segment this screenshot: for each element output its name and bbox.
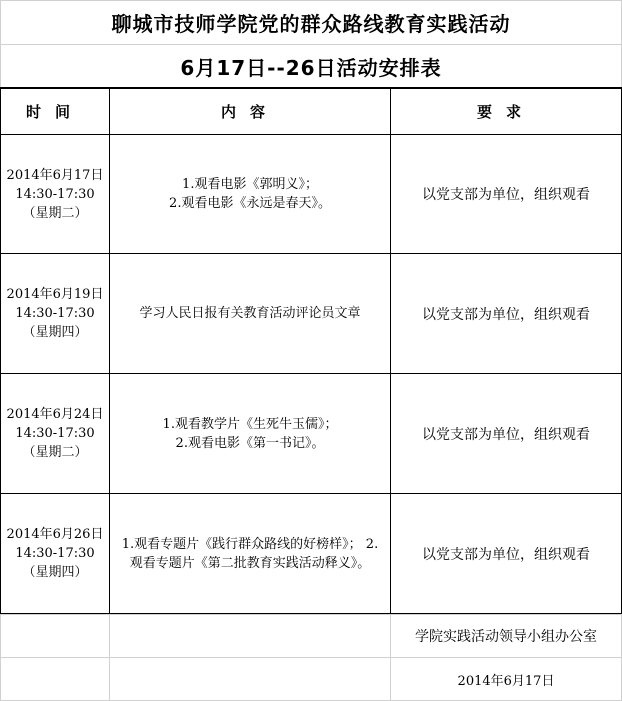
table-row-time — [1, 135, 109, 253]
row-weekday: （星期二） — [22, 445, 88, 460]
row-date: 2014年6月26日 — [6, 527, 104, 542]
header-requirement: 要求 — [476, 103, 535, 121]
row-hours: 14:30-17:30 — [15, 426, 95, 441]
header-content: 内容 — [220, 103, 279, 121]
row-content: 1.观看电影《郭明义》； 2.观看电影《永远是春天》。 — [169, 177, 331, 211]
row-content: 1.观看教学片《生死牛玉儒》； 2.观看电影《第一书记》。 — [162, 416, 338, 451]
grid-line — [109, 614, 110, 701]
table-row-time — [1, 494, 109, 613]
row-requirement: 以党支部为单位，组织观看 — [422, 306, 590, 323]
page-title: 聊城市技师学院党的群众路线教育实践活动 — [111, 12, 511, 36]
row-requirement: 以党支部为单位，组织观看 — [422, 546, 590, 563]
row-date: 2014年6月24日 — [6, 407, 104, 422]
row-date: 2014年6月17日 — [6, 167, 104, 183]
row-content: 学习人民日报有关教育活动评论员文章 — [139, 306, 361, 321]
row-weekday: （星期四） — [22, 565, 88, 580]
table-border-bottom — [0, 613, 622, 614]
row-date: 2014年6月19日 — [6, 287, 104, 302]
table-row-time — [1, 374, 109, 493]
row-hours: 14:30-17:30 — [15, 306, 95, 321]
footer-date: 2014年6月17日 — [457, 673, 555, 689]
row-hours: 14:30-17:30 — [15, 186, 95, 202]
row-content: 1.观看专题片《践行群众路线的好榜样》； 2.观看专题片《第二批教育实践活动释义》。 — [121, 536, 379, 571]
row-hours: 14:30-17:30 — [15, 546, 95, 561]
footer-office: 学院实践活动领导小组办公室 — [415, 629, 597, 645]
row-requirement: 以党支部为单位，组织观看 — [422, 426, 590, 443]
page-subtitle: 6月17日--26日活动安排表 — [180, 55, 442, 80]
row-weekday: （星期四） — [22, 325, 88, 340]
row-requirement: 以党支部为单位，组织观看 — [422, 187, 590, 203]
header-time: 时间 — [25, 103, 84, 121]
row-weekday: （星期二） — [22, 205, 88, 221]
table-row-time — [1, 254, 109, 373]
